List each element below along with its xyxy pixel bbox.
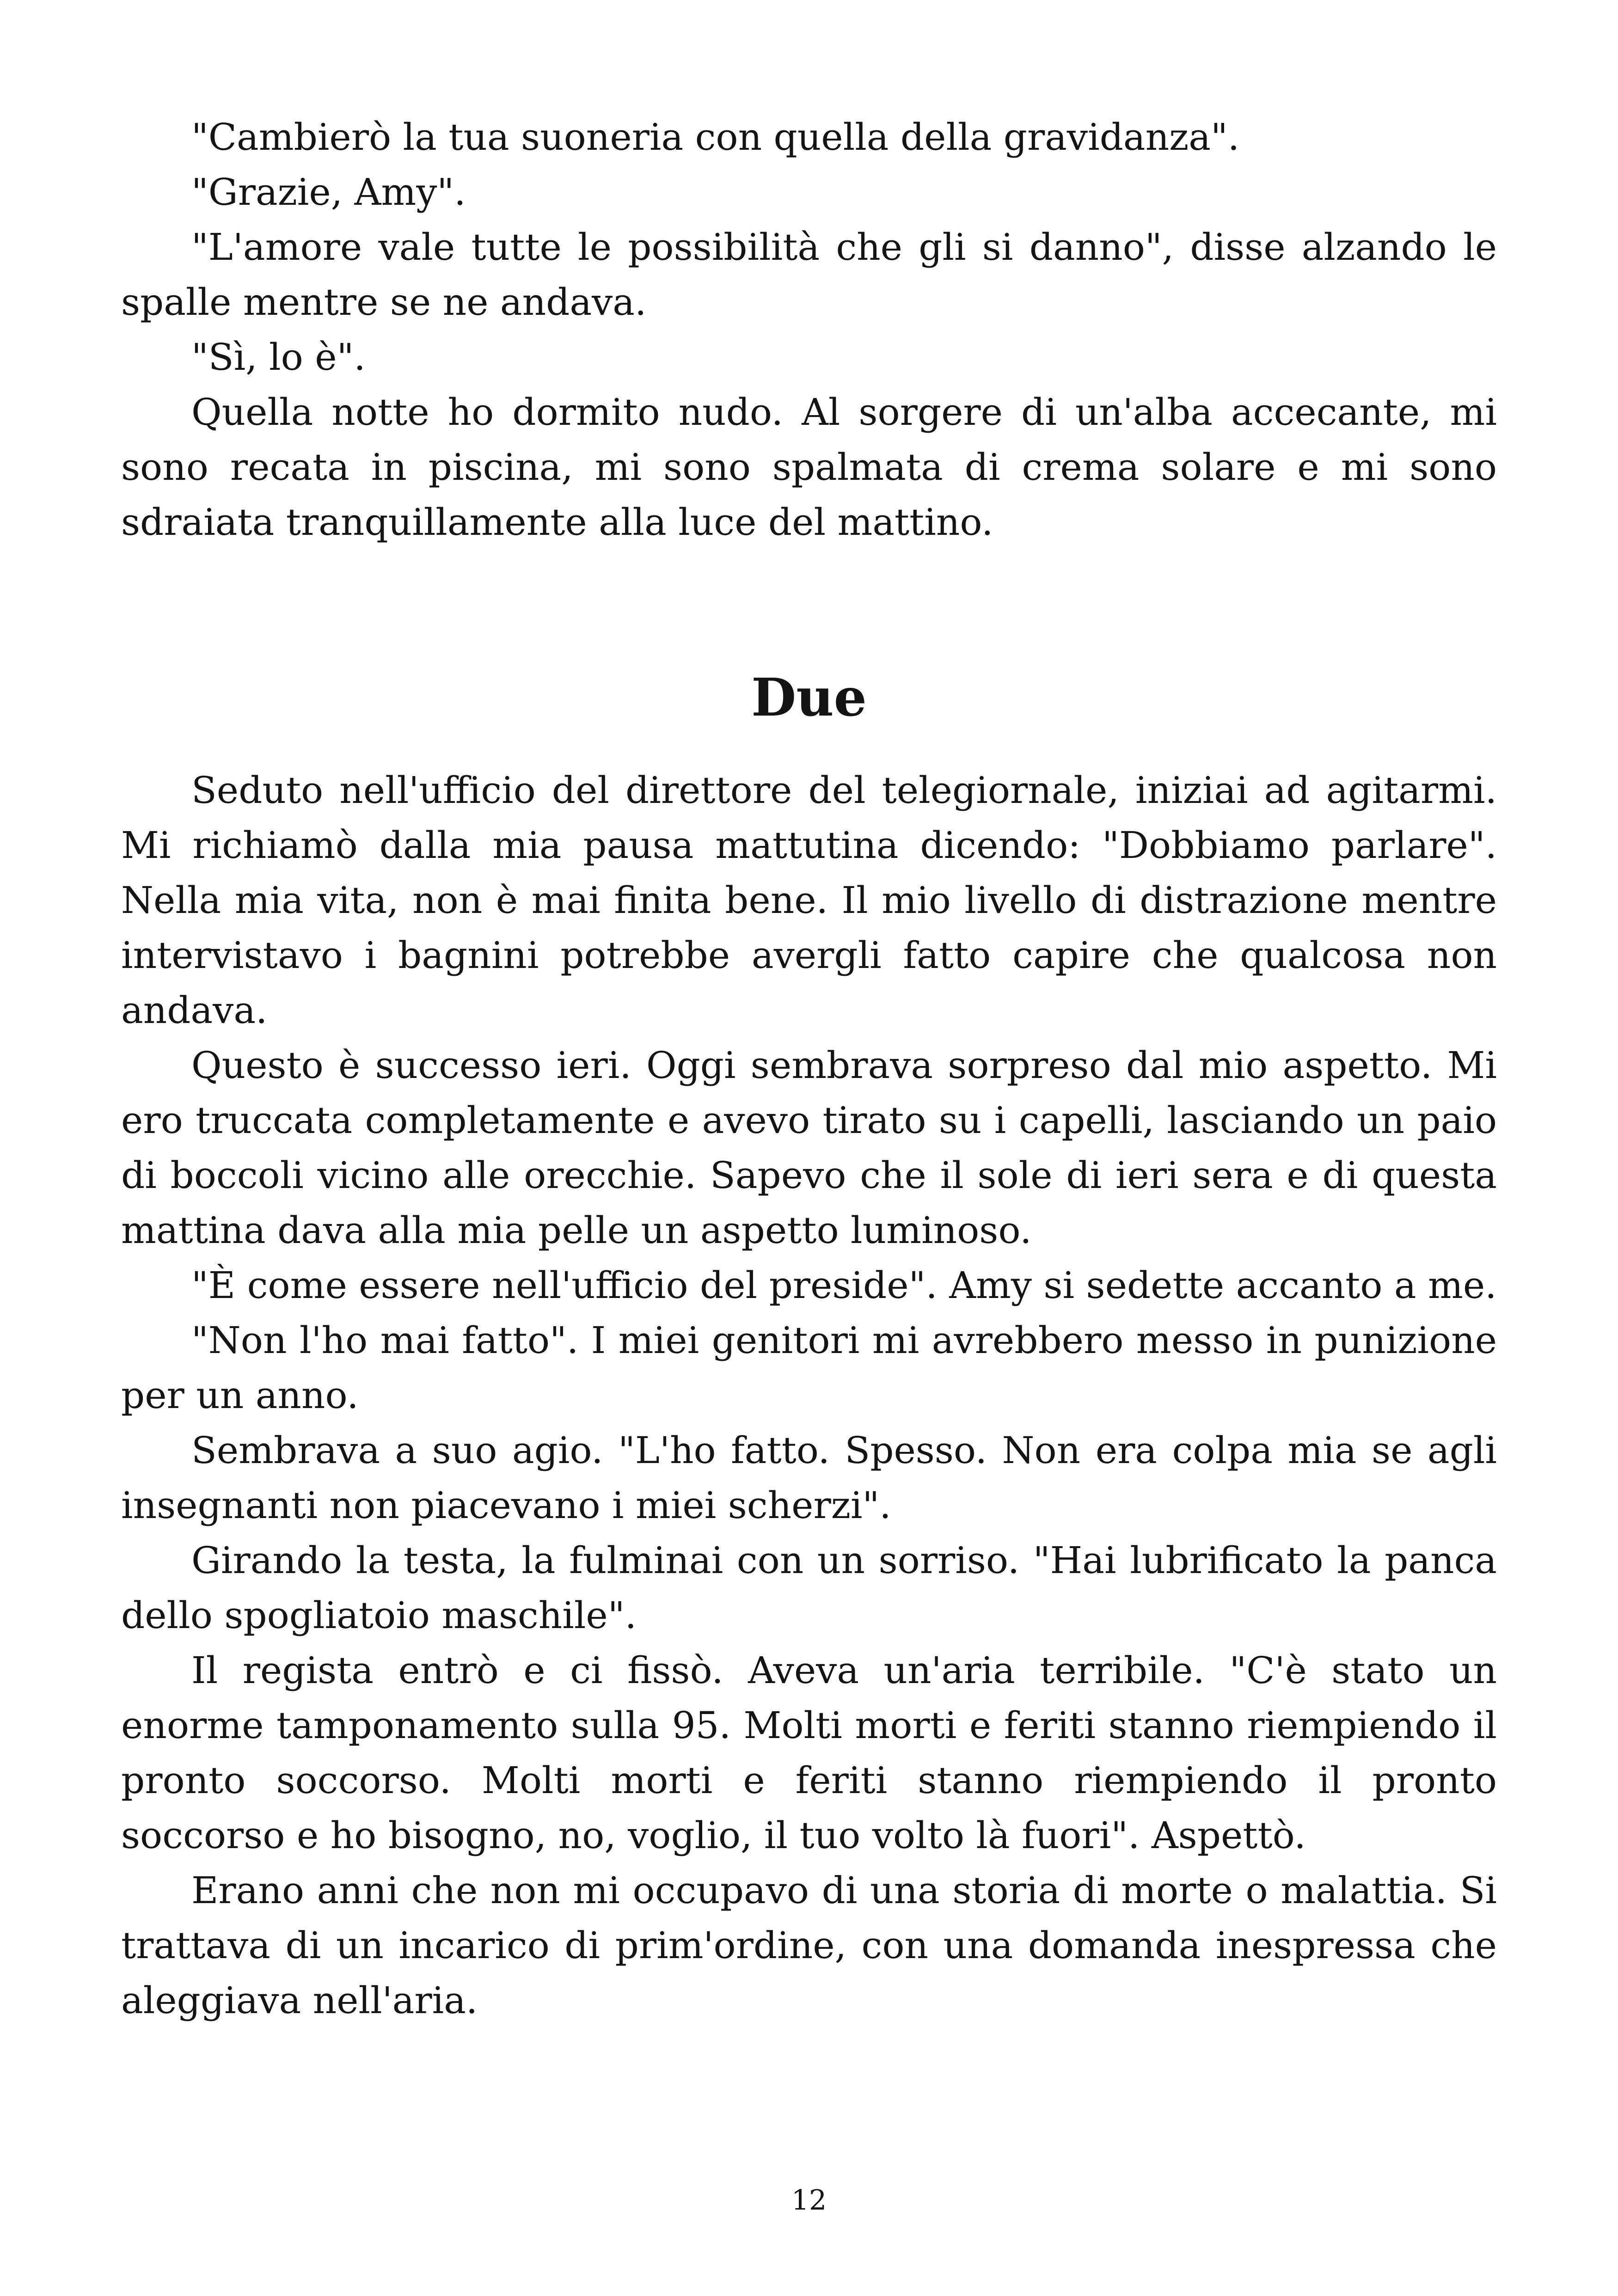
paragraph: Girando la testa, la fulminai con un sorriso. "Hai lubrificato la panca dello spogliatoio maschile". [121, 1539, 1497, 1637]
paragraph: Seduto nell'ufficio del direttore del telegiornale, iniziai ad agitarmi. Mi richiamò dalla mia pausa mattutina dicendo: "Dobbiamo parlare". Nella mia vita, non è mai finita bene. Il mio livello di distrazione mentre intervistavo i bagnini potrebbe avergli fatto capire che qualcosa non andava. [121, 769, 1497, 1032]
paragraph: "L'amore vale tutte le possibilità che gli si danno", disse alzando le spalle mentre se ne andava. [121, 226, 1497, 324]
paragraph: Quella notte ho dormito nudo. Al sorgere di un'alba accecante, mi sono recata in piscina, mi sono spalmata di crema solare e mi sono sdraiata tranquillamente alla luce del mattino. [121, 391, 1497, 544]
paragraph: Erano anni che non mi occupavo di una storia di morte o malattia. Si trattava di un incarico di prim'ordine, con una domanda inespressa che aleggiava nell'aria. [121, 1869, 1497, 2022]
paragraph: "Grazie, Amy". [191, 171, 466, 214]
top-text-block [121, 110, 1497, 550]
paragraph: "Cambierò la tua suoneria con quella della gravidanza". [191, 116, 1240, 159]
paragraph: Il regista entrò e ci fissò. Aveva un'aria terribile. "C'è stato un enorme tamponamento sulla 95. Molti morti e feriti stanno riempiendo il pronto soccorso. Molti morti e feriti stanno riempiendo il pronto soccorso e ho bisogno, no, voglio, il tuo volto là fuori". Aspettò. [121, 1649, 1497, 1857]
paragraph: "Sì, lo è". [191, 336, 366, 379]
paragraph: "Non l'ho mai fatto". I miei genitori mi avrebbero messo in punizione per un anno. [121, 1319, 1497, 1417]
paragraph: Sembrava a suo agio. "L'ho fatto. Spesso. Non era colpa mia se agli insegnanti non piacevano i miei scherzi". [121, 1429, 1497, 1527]
paragraph: Questo è successo ieri. Oggi sembrava sorpreso dal mio aspetto. Mi ero truccata completamente e avevo tirato su i capelli, lasciando un paio di boccoli vicino alle orecchie. Sapevo che il sole di ieri sera e di questa mattina dava alla mia pelle un aspetto luminoso. [121, 1044, 1497, 1252]
paragraph: "È come essere nell'ufficio del preside". Amy si sedette accanto a me. [191, 1264, 1497, 1307]
page-number: 12 [791, 2184, 827, 2216]
chapter-text-block [121, 763, 1497, 2028]
chapter-title: Due [751, 667, 867, 728]
